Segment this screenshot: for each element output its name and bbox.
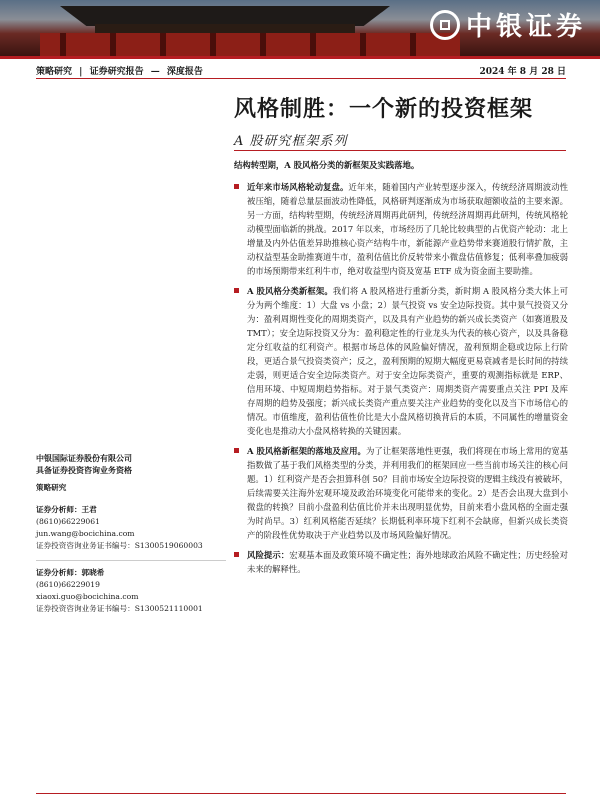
bullet-head: 风险提示： [247,550,290,560]
analyst-2-license: 证券投资咨询业务证书编号：S1300521110001 [36,604,203,613]
palace-facade [40,33,460,56]
category-deep: 深度报告 [166,67,203,77]
analyst-1-title: 证券分析师：王君 [36,505,97,514]
palace-roof-upper [60,6,390,26]
company-qualification: 具备证券投资咨询业务资格 [36,465,132,475]
analyst-2-title: 证券分析师：郭晓希 [36,568,105,577]
bullet-text: 近年来，随着国内产业转型逐步深入，传统经济周期波动性被压缩，随着总量层面波动性降低，风格研判逐渐成为市场获取超额收益的主要来源。另一方面，结构转型期，传统经济周期再此研判，传统经济周期再此研判，传统风格轮动模型面临新的挑战。2017 年以来，市场经历了几轮比较典型的占优资产轮动：北上增量及内外估值差异助推核心资产结构牛市，新能源产业趋势带来赛道股行情扩散，主动权益型基金助推赛道牛市，盈利估值比价反转带来小微盘估值修复；低利率叠加疲弱的市场预期带来红利牛市，绝对收益型内资及宽基 ETF 成为资金面主要助推。 [247,182,569,276]
analyst-sidebar [36,452,226,615]
department: 策略研究 [36,483,67,492]
analyst-1-phone: (8610)66229061 [36,517,100,526]
header-rule [36,78,566,79]
sidebar-divider [36,560,226,561]
title-rule [234,150,566,151]
analyst-1-license: 证券投资咨询业务证书编号：S1300519060003 [36,541,203,550]
bullet-framework [234,284,568,438]
footer-rule [36,793,566,794]
bullet-review [234,180,568,278]
category-strategy: 策略研究 [36,67,73,77]
lead-sentence: 结构转型期，A 股风格分类的新框架及实践落地。 [234,160,420,170]
summary-body [234,158,568,582]
page-title: 风格制胜：一个新的投资框架 [234,96,534,122]
company-name: 中银国际证券股份有限公司 [36,453,132,463]
bullet-text: 我们将 A 股风格进行重新分类，新时期 A 股风格分类大体上可分为两个维度：1）大盘 vs 小盘；2）景气投资 vs 安全边际投资。其中景气投资又分为：盈利周期性变化的周期类资产，以及具有产业趋势的新兴成长类资产（如赛道股及 TMT）；安全边际投资又分为：盈利稳定性的行业龙头为代表的核心资产，以及具备稳定分红收益的红利资产。根据市场总体的风险偏好情况，盈利预期企稳或边际上行阶段，更适合景气投资类资产；反之，盈利预期的短期大幅度更易衰减者是长时间的持续走弱，则更适合安全边际类资产。对于安全边际类资产，重要的观测指标就是 ERP、信用环境、中短周期趋势指标。对于景气类资产：周期类资产需要重点关注 PPI 及库存周期的趋势及强度；新兴成长类资产重点要关注产业趋势的变化以及当下市场信心的情况。市值维度，盈利估值性价比是大小盘风格切换背后的本质，不同属性的增量资金变化也是推动大小盘风格转换的关键因素。 [247,286,568,436]
boc-logo-icon [430,10,460,40]
bullet-square-icon [234,184,239,189]
category-dash: — [150,67,160,77]
report-category [36,64,203,77]
category-report: 证券研究报告 [89,67,144,77]
bullet-risk [234,548,568,576]
bullet-head: A 股风格分类新框架。 [247,286,333,296]
bullet-square-icon [234,552,239,557]
logo-text: 中银证券 [465,12,586,42]
analyst-1-email[interactable]: jun.wang@bocichina.com [36,529,135,538]
bullet-head: 近年来市场风格轮动复盘。 [247,182,349,192]
bullet-text: 为了让框架落地性更强，我们将现在市场上常用的宽基指数做了基于我们风格类型的分类，并利用我们的框架回应一些当前市场关注的核心问题。1）红利资产是否会担算科创 50？目前市场安全边际投资的逻辑主线没有被破坏，后续需要关注海外宏观环境及政治环境变化可能带来的变化。2）是否会出现大盘到小微盘的转换？目前小盘盈利估值比价并未出现明显优势，目前来看小盘风格的全面走强为时尚早。3）红利风格能否延续？长期低利率环境下红利不会缺席，但新兴成长类资产的阶段性优势取决于产业趋势以及市场风险偏好情况。 [247,446,568,540]
header-banner [0,0,600,56]
company-logo [430,6,586,43]
header-red-bar [0,56,600,59]
analyst-2-phone: (8610)66229019 [36,580,100,589]
bullet-head: A 股风格新框架的落地及应用。 [247,446,366,456]
report-date: 2024 年 8 月 28 日 [479,67,566,77]
category-separator: | [79,67,83,77]
analyst-2-email[interactable]: xiaoxi.guo@bocichina.com [36,592,139,601]
page-subtitle: A 股研究框架系列 [234,134,348,149]
bullet-square-icon [234,448,239,453]
bullet-text: 宏观基本面及政策环境不确定性；海外地球政治风险不确定性；历史经验对未来的解释性。 [247,550,569,574]
bullet-application [234,444,568,542]
bullet-square-icon [234,288,239,293]
